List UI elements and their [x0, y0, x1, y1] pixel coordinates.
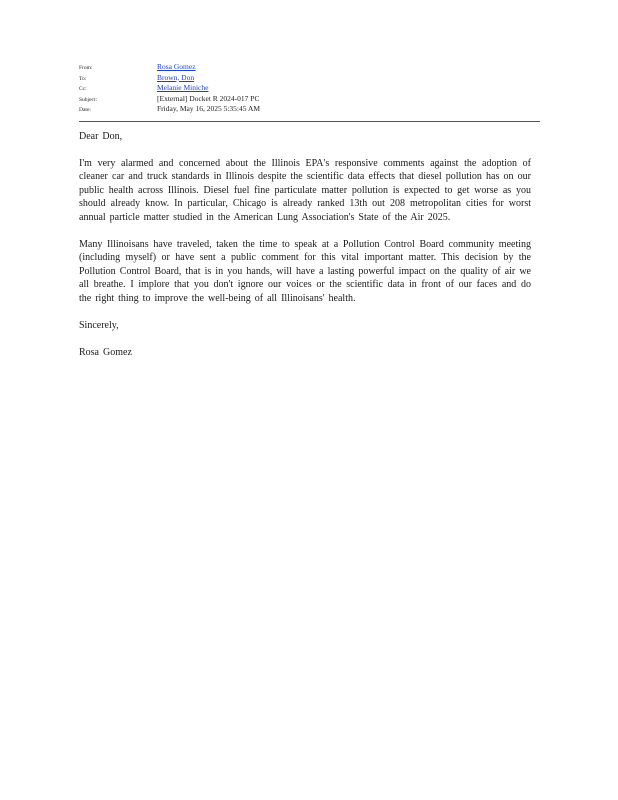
- date-value: Friday, May 16, 2025 5:35:45 AM: [157, 104, 261, 113]
- subject-label: Subject:: [79, 96, 98, 103]
- paragraph-2: Many Illinoisans have traveled, taken the time to speak at a Pollution Control Board community meeting (including myself) or have sent a public comment for this vital important matter. This decision by the Pollution Control Board, that is in you hands, will have a lasting powerful impact on the quality of air we all breathe. I implore that you don't ignore our voices or the scientific data in front of our faces and do the right thing to improve the well-being of all Illinoisans' health.: [79, 238, 531, 304]
- to-row: [79, 73, 540, 84]
- header-divider: [79, 121, 540, 122]
- from-row: [79, 62, 540, 73]
- signature: Rosa Gomez: [79, 346, 132, 358]
- from-link[interactable]: Rosa Gomez: [157, 62, 196, 71]
- from-label: From:: [79, 65, 93, 71]
- subject-value: [External] Docket R 2024-017 PC: [157, 93, 260, 103]
- to-link[interactable]: Brown, Don: [157, 72, 195, 82]
- greeting: Dear Don,: [79, 131, 123, 142]
- cc-link[interactable]: Melanie Miniche: [157, 83, 209, 92]
- paragraph-1: I'm very alarmed and concerned about the Illinois EPA's responsive comments against the adoption of cleaner car and truck standards in Illinois despite the scientific data effects that diesel pollution has on our public health across Illinois. Diesel fuel fine particulate matter pollution is expected to get worse as you should already know. In particular, Chicago is already ranked 13th out 208 metropolitan cities for worst annual particle matter studied in the American Lung Association's State of the Air 2025.: [79, 157, 531, 223]
- date-row: [79, 104, 540, 115]
- to-label: To:: [79, 75, 87, 82]
- cc-row: [79, 83, 540, 94]
- email-header: [79, 62, 540, 115]
- cc-label: Cc:: [79, 86, 87, 92]
- letter-body: [79, 130, 531, 373]
- subject-row: [79, 94, 540, 105]
- closing: Sincerely,: [79, 319, 119, 331]
- date-label: Date:: [79, 107, 91, 113]
